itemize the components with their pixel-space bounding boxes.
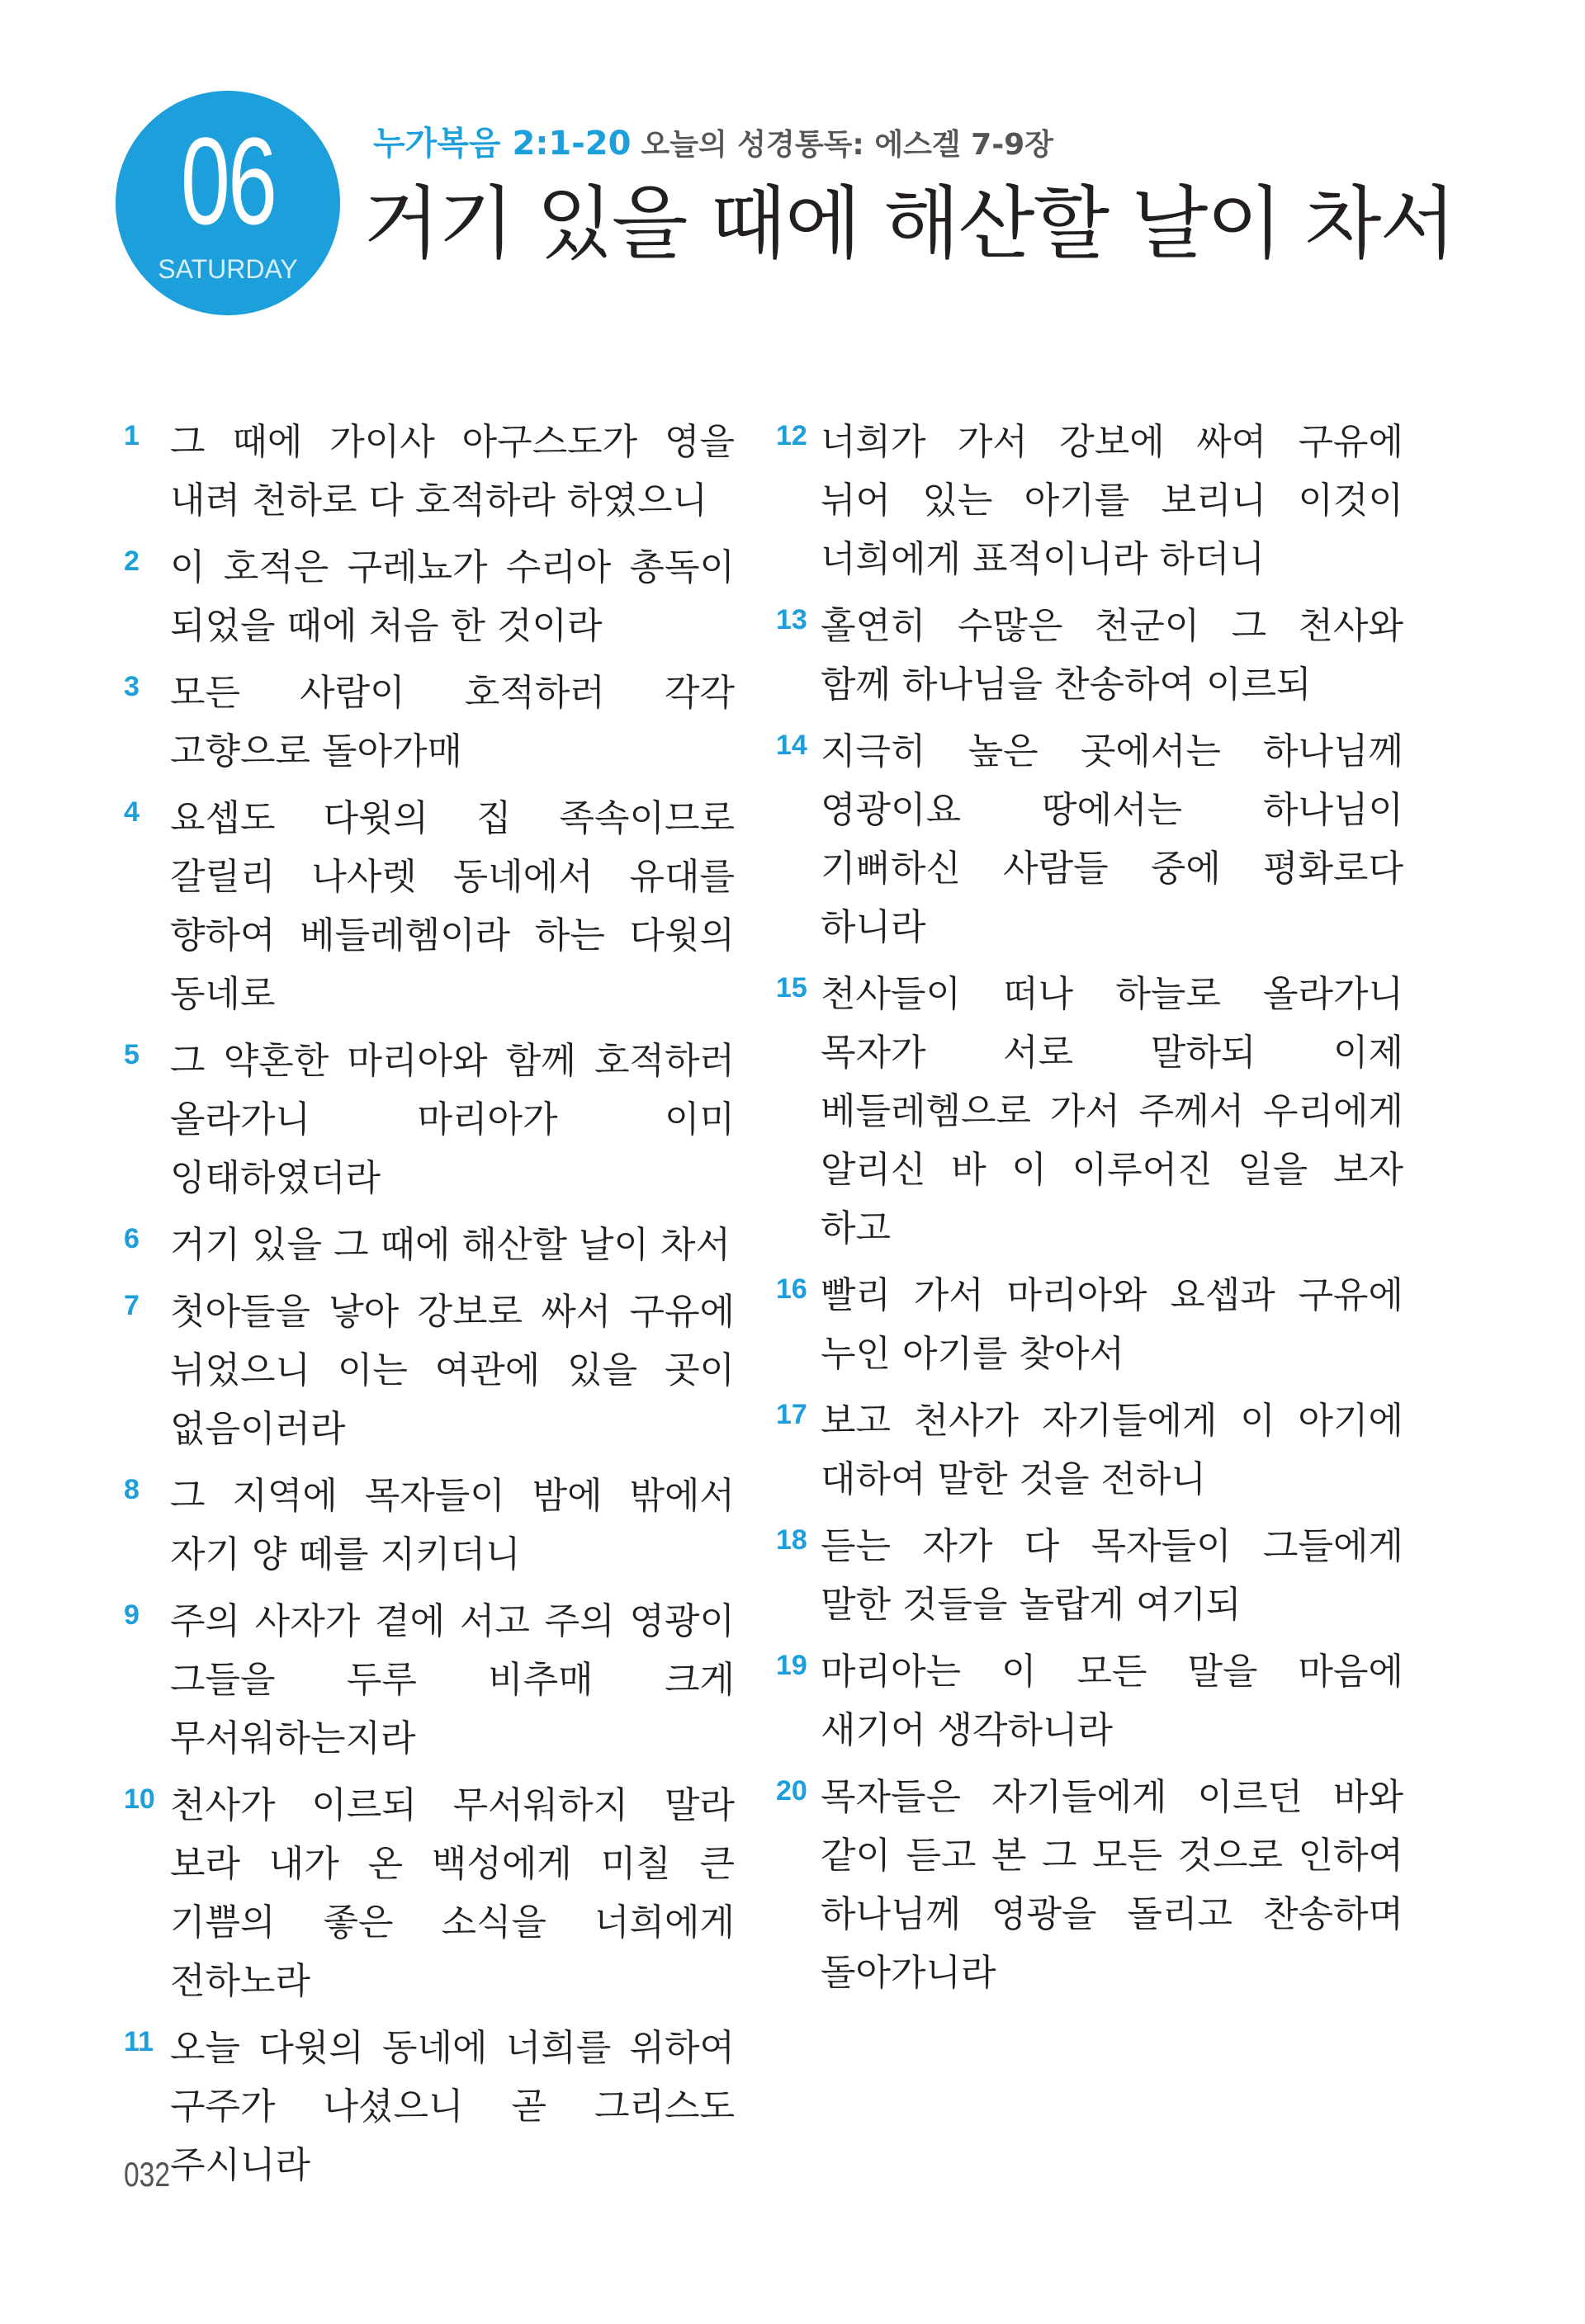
verse: [124, 538, 735, 655]
verse-text: 듣는 자가 다 목자들이 그들에게 말한 것들을 놀랍게 여기되: [821, 1525, 1403, 1626]
verse-number: 5: [124, 1039, 140, 1070]
verse-number: 8: [124, 1474, 140, 1505]
verse: [124, 413, 735, 530]
verse-number: 15: [776, 972, 807, 1004]
verse-text: 보고 천사가 자기들에게 이 아기에 대하여 말한 것을 전하니: [821, 1400, 1403, 1500]
verse-text: 모든 사람이 호적하러 각각 고향으로 돌아가매: [170, 672, 735, 772]
verses-right-column: [776, 413, 1403, 2010]
verse-text: 주의 사자가 곁에 서고 주의 영광이 그들을 두루 비추매 크게 무서워하는지라: [170, 1600, 735, 1760]
verse-number: 20: [776, 1775, 807, 1807]
verse-text: 목자들은 자기들에게 이르던 바와 같이 듣고 본 그 모든 것으로 인하여 하나님께 영광을 돌리고 찬송하며 돌아가니라: [821, 1776, 1403, 1994]
verse-text: 첫아들을 낳아 강보로 싸서 구유에 뉘었으니 이는 여관에 있을 곳이 없음이러라: [170, 1291, 735, 1450]
verse-number: 13: [776, 604, 807, 635]
verse-number: 3: [124, 671, 140, 702]
day-number: 06: [180, 111, 276, 250]
verse-text: 천사들이 떠나 하늘로 올라가니 목자가 서로 말하되 이제 베들레헴으로 가서 주께서 우리에게 알리신 바 이 이루어진 일을 보자 하고: [821, 973, 1403, 1249]
verse: [776, 1517, 1403, 1634]
verse-text: 이 호적은 구레뇨가 수리아 총독이 되었을 때에 처음 한 것이라: [170, 546, 735, 647]
verse: [124, 2019, 735, 2194]
verse-text: 요셉도 다윗의 집 족속이므로 갈릴리 나사렛 동네에서 유대를 향하여 베들레헴이라 하는 다윗의 동네로: [170, 797, 735, 1015]
verse-text: 그 지역에 목자들이 밤에 밖에서 자기 양 떼를 지키더니: [170, 1475, 735, 1575]
verse: [124, 1776, 735, 2010]
verse-number: 6: [124, 1223, 140, 1254]
verse-number: 10: [124, 1783, 155, 1815]
verse: [776, 1391, 1403, 1509]
verse-number: 14: [776, 730, 807, 761]
page-number: 032: [124, 2155, 171, 2194]
verse: [124, 664, 735, 781]
verse: [776, 965, 1403, 1258]
verse-number: 2: [124, 546, 140, 577]
scripture-reference-line: [373, 124, 1053, 165]
verse-number: 17: [776, 1399, 807, 1430]
weekday-label: SATURDAY: [158, 254, 298, 284]
verse-number: 18: [776, 1524, 807, 1556]
scripture-reference: 누가복음 2:1-20: [373, 125, 632, 163]
verse-text: 천사가 이르되 무서워하지 말라 보라 내가 온 백성에게 미칠 큰 기쁨의 좋은 소식을 너희에게 전하노라: [170, 1784, 735, 2002]
verse-text: 빨리 가서 마리아와 요셉과 구유에 누인 아기를 찾아서: [821, 1274, 1403, 1375]
verse-number: 9: [124, 1599, 140, 1631]
verse-text: 너희가 가서 강보에 싸여 구유에 뉘어 있는 아기를 보리니 이것이 너희에게 표적이니라 하더니: [821, 421, 1403, 580]
verse: [776, 1768, 1403, 2002]
verse-text: 거기 있을 그 때에 해산할 날이 차서: [170, 1224, 731, 1266]
verse-number: 11: [124, 2026, 154, 2057]
verse-text: 마리아는 이 모든 말을 마음에 새기어 생각하니라: [821, 1651, 1403, 1751]
verse: [124, 1467, 735, 1584]
verse-text: 지극히 높은 곳에서는 하나님께 영광이요 땅에서는 하나님이 기뻐하신 사람들 중에 평화로다 하니라: [821, 730, 1403, 948]
verse-number: 16: [776, 1273, 807, 1305]
verse-text: 홀연히 수많은 천군이 그 천사와 함께 하나님을 찬송하여 이르되: [821, 605, 1403, 706]
verse-number: 1: [124, 420, 140, 451]
verse: [776, 413, 1403, 588]
verse: [124, 1032, 735, 1207]
verses-left-column: [124, 413, 735, 2203]
verse-text: 오늘 다윗의 동네에 너희를 위하여 구주가 나셨으니 곧 그리스도 주시니라: [170, 2027, 735, 2186]
verse: [124, 1592, 735, 1768]
reading-plan: 오늘의 성경통독: 에스겔 7-9장: [641, 128, 1053, 162]
verse: [776, 722, 1403, 957]
verse: [776, 1642, 1403, 1760]
verse: [776, 597, 1403, 714]
verse-number: 4: [124, 796, 140, 828]
verse-text: 그 때에 가이사 아구스도가 영을 내려 천하로 다 호적하라 하였으니: [170, 421, 735, 522]
verse: [124, 789, 735, 1023]
verse-number: 12: [776, 420, 807, 451]
day-badge: [116, 91, 340, 315]
verse-text: 그 약혼한 마리아와 함께 호적하러 올라가니 마리아가 이미 잉태하였더라: [170, 1040, 735, 1199]
page-title: 거기 있을 때에 해산할 날이 차서: [363, 177, 1455, 270]
verse: [124, 1216, 735, 1274]
verse: [776, 1266, 1403, 1383]
verse: [124, 1282, 735, 1458]
verse-number: 7: [124, 1290, 140, 1321]
verse-number: 19: [776, 1650, 807, 1681]
